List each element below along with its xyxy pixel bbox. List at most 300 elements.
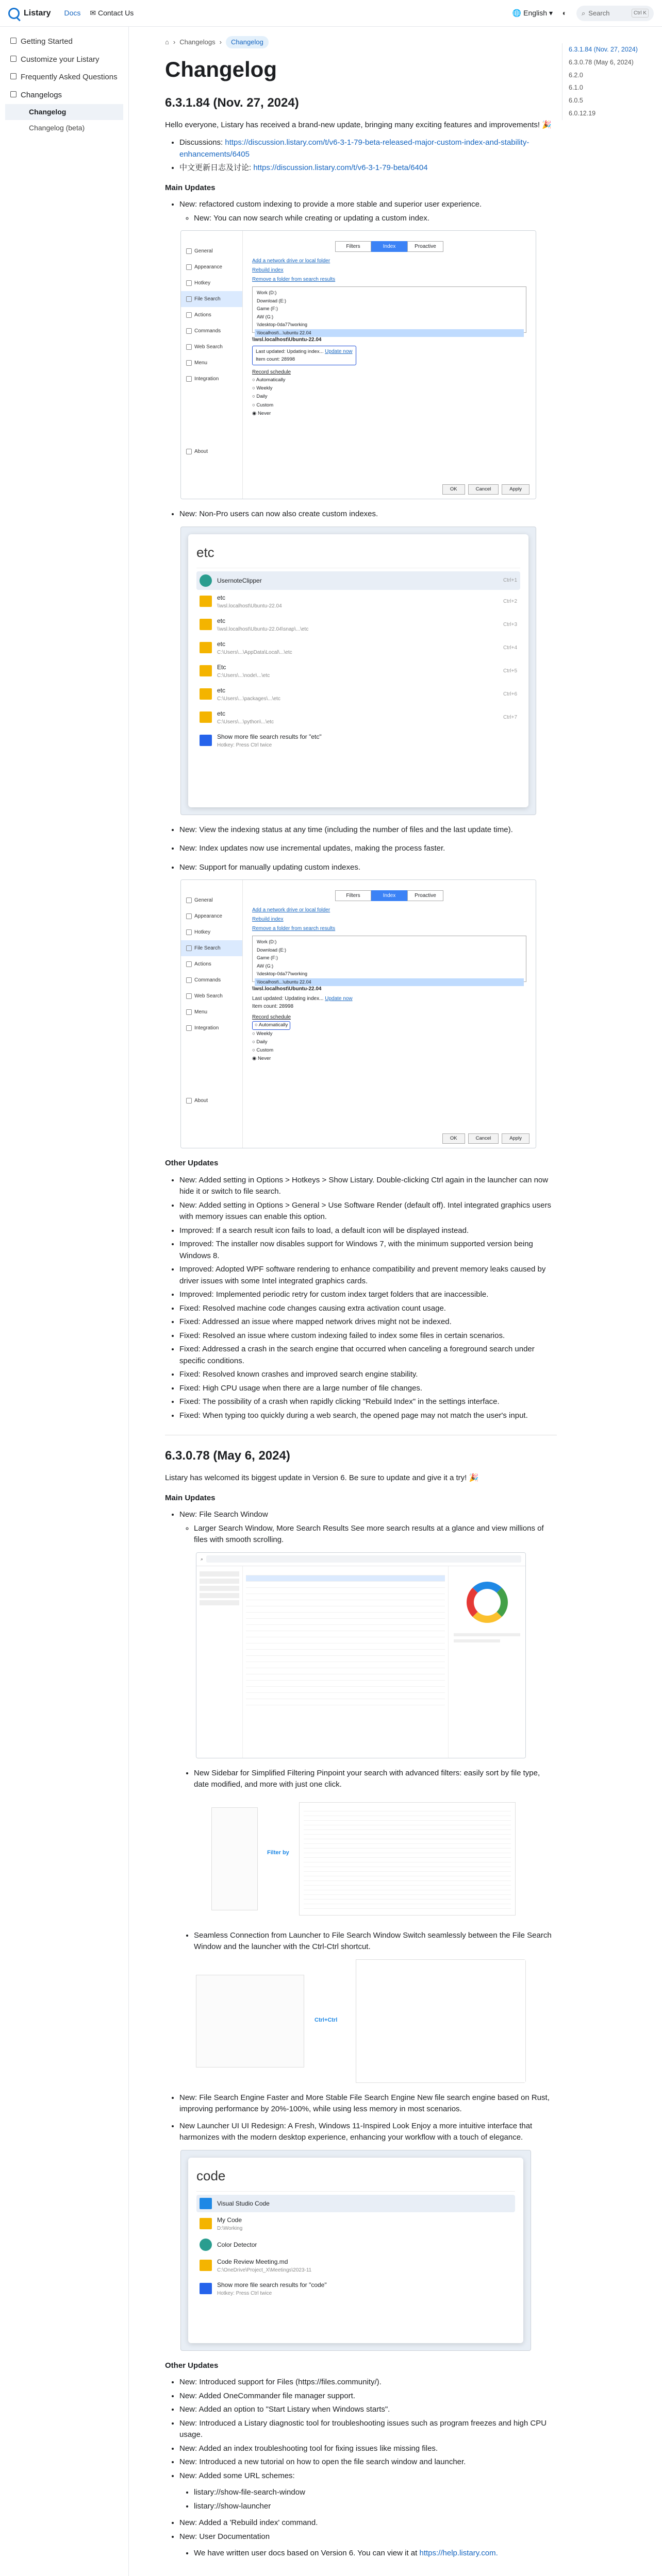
radio-label: Daily bbox=[256, 1039, 268, 1045]
app-icon bbox=[200, 2218, 212, 2229]
schedule-radio-group bbox=[252, 376, 526, 418]
result-line bbox=[304, 1904, 511, 1909]
search-shortcut: Ctrl K bbox=[632, 9, 649, 18]
update-item: • New: refactored custom indexing to provide a more stable and superior user experience. bbox=[179, 199, 557, 211]
apply-button[interactable]: Apply bbox=[502, 484, 529, 495]
options-tabs bbox=[335, 241, 443, 252]
language-selector[interactable]: 🌐 English ▾ bbox=[512, 9, 553, 17]
update-item: • New: Support for manually updating custom indexes. bbox=[179, 862, 557, 874]
result-shortcut: Ctrl+7 bbox=[503, 714, 517, 720]
discussion-item bbox=[179, 137, 557, 160]
list-item[interactable]: Download (E:) bbox=[257, 298, 287, 303]
options-sidebar bbox=[181, 880, 243, 1148]
result-path: D:\Working bbox=[217, 2225, 243, 2231]
result-text bbox=[217, 686, 280, 703]
update-item: • New Launcher UI UI Redesign: A Fresh, Windows 11-Inspired Look Enjoy a more intuitive interface that harmonizes with the modern desktop experience, enhancing your workflow with a touch of elegance. bbox=[179, 2121, 557, 2144]
update-item: • New: View the indexing status at any time (including the number of files and the last update time). bbox=[179, 824, 557, 836]
radio-label: Automatically bbox=[258, 1022, 288, 1028]
result-line bbox=[304, 1862, 511, 1867]
result-path: \\wsl.localhost\Ubuntu-22.04 bbox=[217, 603, 282, 609]
folder-icon bbox=[10, 91, 16, 97]
list-item[interactable]: AW (G:) bbox=[257, 963, 274, 969]
launcher-preview bbox=[196, 1975, 304, 2067]
radio-custom[interactable]: ○ Custom bbox=[252, 1047, 274, 1054]
list-item[interactable]: \\desktop-0da77\working bbox=[257, 322, 308, 328]
search-input[interactable] bbox=[576, 6, 654, 21]
list-item[interactable]: \\localhost\...\ubuntu 22.04 bbox=[255, 329, 524, 337]
update-item: • New: File Search Window bbox=[179, 1509, 557, 1521]
result-line bbox=[304, 1886, 511, 1890]
list-item[interactable]: Work (D:) bbox=[257, 290, 277, 296]
list-item[interactable]: \\desktop-0da77\working bbox=[257, 971, 308, 977]
options-index-panel bbox=[243, 231, 536, 499]
result-shortcut: Ctrl+6 bbox=[503, 691, 517, 697]
toc-link[interactable]: 6.0.5 bbox=[569, 97, 583, 104]
radio-label: Automatically bbox=[256, 377, 286, 383]
user-doc-text: We have written user docs based on Version 6. You can view it at bbox=[194, 2549, 418, 2558]
app-icon bbox=[200, 574, 212, 587]
update-item: • Improved: Adopted WPF software rendering to enhance compatibility and prevent memory leaks caused by driver issues with some Intel integrated graphics cards. bbox=[179, 1264, 557, 1287]
options-nav-item[interactable]: General bbox=[181, 243, 242, 259]
list-item[interactable]: Download (E:) bbox=[257, 947, 287, 953]
app-icon bbox=[200, 2239, 212, 2251]
result-name: My Code bbox=[217, 2216, 242, 2224]
options-nav-item[interactable]: Commands bbox=[181, 972, 242, 988]
breadcrumb-parent[interactable]: Changelogs bbox=[179, 38, 216, 46]
show-more-row[interactable] bbox=[196, 729, 520, 752]
update-subitem: • Seamless Connection from Launcher to File Search Window Switch seamlessly between the File Search Window and the launcher with the Ctrl-Ctrl shortcut. bbox=[194, 1930, 557, 1953]
remove-folder-link[interactable]: Remove a folder from search results bbox=[252, 926, 336, 932]
cn-label: 中文更新日志及讨论: bbox=[179, 163, 252, 173]
result-line bbox=[246, 1606, 445, 1613]
version-heading: 6.3.1.84 (Nov. 27, 2024) bbox=[165, 95, 299, 110]
listary-logo-icon bbox=[8, 8, 20, 19]
options-nav-item[interactable]: Menu bbox=[181, 1004, 242, 1020]
result-line bbox=[304, 1825, 511, 1830]
fsw-search-input[interactable] bbox=[206, 1555, 521, 1563]
options-nav-item[interactable]: Appearance bbox=[181, 259, 242, 275]
result-line bbox=[246, 1625, 445, 1631]
result-text bbox=[217, 2215, 242, 2232]
result-path: C:\Users\...\packages\...\etc bbox=[217, 696, 280, 702]
launcher-result-row[interactable] bbox=[196, 659, 520, 683]
launcher-query[interactable]: etc bbox=[196, 543, 520, 568]
ok-button[interactable]: OK bbox=[442, 484, 465, 495]
options-nav-item[interactable]: Actions bbox=[181, 307, 242, 323]
toc-link[interactable]: 6.2.0 bbox=[569, 71, 583, 79]
nav-docs[interactable]: Docs bbox=[64, 9, 81, 17]
other-updates-list bbox=[165, 1175, 557, 1422]
other-updates-list bbox=[165, 2377, 557, 2482]
tab-proactive[interactable]: Proactive bbox=[407, 890, 443, 901]
docs-sidebar bbox=[0, 27, 129, 2576]
search-more-icon bbox=[200, 735, 212, 746]
schedule-radio-group bbox=[252, 1021, 526, 1063]
remove-folder-link[interactable]: Remove a folder from search results bbox=[252, 277, 336, 283]
section-heading: Main Updates bbox=[165, 183, 216, 192]
brand[interactable] bbox=[8, 7, 51, 20]
options-sidebar bbox=[181, 231, 243, 499]
launcher-window bbox=[188, 534, 528, 807]
update-item: • New: Added a 'Rebuild index' command. bbox=[179, 2517, 557, 2529]
rebuild-index-link[interactable]: Rebuild index bbox=[252, 917, 284, 923]
tab-filters[interactable]: Filters bbox=[335, 241, 371, 252]
page-title: Changelog bbox=[165, 57, 277, 81]
sidebar-item-getting-started[interactable] bbox=[5, 33, 123, 51]
search-icon: ⌕ bbox=[582, 9, 586, 17]
filter-results bbox=[299, 1802, 516, 1916]
section-heading: Other Updates bbox=[165, 1159, 219, 1168]
result-text bbox=[217, 2257, 311, 2274]
result-line bbox=[246, 1650, 445, 1656]
page-icon bbox=[10, 73, 16, 79]
update-now-link[interactable]: Update now bbox=[325, 349, 353, 355]
options-manual-update-screenshot bbox=[180, 879, 536, 1148]
update-item: • New: Index updates now use incremental updates, making the process faster. bbox=[179, 843, 557, 855]
toc-link[interactable]: 6.3.0.78 (May 6, 2024) bbox=[569, 58, 634, 66]
options-dialog bbox=[181, 231, 536, 499]
fsw-preview bbox=[448, 1566, 525, 1758]
options-nav-item[interactable]: Web Search bbox=[181, 988, 242, 1004]
result-line bbox=[246, 1674, 445, 1681]
fsw-toolbar bbox=[196, 1553, 525, 1566]
update-item: • New: Introduced a Listary diagnostic tool for troubleshooting issues such as program freezes and high CPU usage. bbox=[179, 2418, 557, 2441]
chrome-logo-icon bbox=[467, 1582, 508, 1623]
version-heading: 6.3.0.78 (May 6, 2024) bbox=[165, 1449, 290, 1463]
sidebar-item-label: Getting Started bbox=[21, 37, 73, 46]
result-line bbox=[246, 1588, 445, 1594]
result-line bbox=[304, 1835, 511, 1839]
result-line bbox=[246, 1662, 445, 1668]
launcher-result-row[interactable] bbox=[196, 571, 520, 590]
result-line bbox=[304, 1900, 511, 1904]
result-name: Etc bbox=[217, 663, 226, 671]
radio-custom[interactable]: ○ Custom bbox=[252, 402, 274, 408]
update-item: • New: Added an option to "Start Listary when Windows starts". bbox=[179, 2404, 557, 2416]
options-nav-item[interactable]: Commands bbox=[181, 323, 242, 339]
radio-weekly[interactable]: ○ Weekly bbox=[252, 1030, 273, 1037]
update-subitem: ◦ Larger Search Window, More Search Results See more search results at a glance and view millions of files with smooth scrolling. bbox=[194, 1523, 557, 1546]
result-line bbox=[304, 1821, 511, 1825]
breadcrumb-separator: › bbox=[219, 38, 222, 46]
list-item[interactable]: AW (G:) bbox=[257, 314, 274, 319]
result-text bbox=[217, 616, 308, 633]
sidebar-item-faq[interactable] bbox=[5, 69, 123, 87]
discussion-link[interactable]: https://discussion.listary.com/t/v6-3-1-79-beta-released-major-custom-index-and-stability-enhancements/6405 bbox=[179, 138, 529, 159]
show-more-label: Show more file search results for "etc" bbox=[217, 733, 322, 740]
apply-button[interactable]: Apply bbox=[502, 1133, 529, 1144]
launcher-result-row[interactable] bbox=[196, 613, 520, 636]
options-nav-item[interactable]: Menu bbox=[181, 355, 242, 371]
nav-contact[interactable]: ✉ Contact Us bbox=[90, 9, 134, 17]
result-name: etc bbox=[217, 617, 226, 624]
result-line bbox=[304, 1816, 511, 1821]
tab-filters[interactable]: Filters bbox=[335, 890, 371, 901]
update-now-link[interactable]: Update now bbox=[325, 996, 353, 1002]
toc-link[interactable]: 6.1.0 bbox=[569, 84, 583, 92]
breadcrumb bbox=[165, 36, 557, 48]
tab-index[interactable]: Index bbox=[371, 241, 407, 252]
breadcrumb-separator: › bbox=[173, 38, 176, 46]
update-item: • New: Non-Pro users can now also create custom indexes. bbox=[179, 509, 557, 520]
app-icon bbox=[200, 2260, 212, 2271]
radio-label: Never bbox=[257, 1056, 271, 1062]
update-item: • Fixed: When typing too quickly during a web search, the opened page may not match the user's input. bbox=[179, 1410, 557, 1422]
result-name: etc bbox=[217, 594, 226, 601]
options-nav-item[interactable]: Hotkey bbox=[181, 924, 242, 940]
index-folder-list[interactable] bbox=[252, 286, 526, 333]
result-path: C:\Users\...\python\...\etc bbox=[217, 719, 274, 725]
show-more-label: Show more file search results for "code" bbox=[217, 2281, 327, 2289]
options-nav-item[interactable]: General bbox=[181, 892, 242, 908]
section-heading: Other Updates bbox=[165, 2361, 219, 2370]
result-name: etc bbox=[217, 686, 226, 694]
result-line bbox=[304, 1839, 511, 1844]
rebuild-index-link[interactable]: Rebuild index bbox=[252, 267, 284, 274]
ctrl-ctrl-label: Ctrl+Ctrl bbox=[315, 2016, 338, 2023]
folder-icon bbox=[200, 619, 212, 630]
index-folder-list[interactable] bbox=[252, 936, 526, 985]
result-line bbox=[304, 1853, 511, 1858]
radio-label: Custom bbox=[256, 402, 274, 408]
last-updated-text: Last updated: Updating index... bbox=[252, 996, 324, 1002]
radio-label: Weekly bbox=[256, 1030, 273, 1037]
update-subitem bbox=[194, 2548, 557, 2560]
result-line bbox=[246, 1600, 445, 1606]
sidebar-subitem-changelog[interactable]: Changelog bbox=[5, 104, 123, 120]
result-name: Color Detector bbox=[217, 2241, 257, 2248]
launcher-result-row[interactable] bbox=[196, 636, 520, 659]
list-item[interactable]: Work (D:) bbox=[257, 939, 277, 945]
result-line bbox=[304, 1895, 511, 1900]
page-icon bbox=[10, 38, 16, 44]
cn-discussion-link[interactable]: https://discussion.listary.com/t/v6-3-1-79-beta/6404 bbox=[253, 163, 428, 173]
launcher-etc-screenshot bbox=[180, 527, 536, 815]
section-heading: Main Updates bbox=[165, 1493, 216, 1502]
options-nav-item[interactable]: Actions bbox=[181, 956, 242, 972]
radio-label: Weekly bbox=[256, 385, 273, 392]
update-item: • New: Introduced a new tutorial on how to open the file search window and launcher. bbox=[179, 2456, 557, 2468]
sidebar-subitem-changelog-beta[interactable]: Changelog (beta) bbox=[29, 124, 85, 132]
index-status-box bbox=[252, 346, 356, 365]
launcher-window bbox=[188, 2158, 523, 2343]
result-line bbox=[304, 1844, 511, 1849]
sidebar-item-customize[interactable] bbox=[5, 51, 123, 69]
search-placeholder: Search bbox=[588, 9, 610, 17]
tab-proactive[interactable]: Proactive bbox=[407, 241, 443, 252]
result-name: Code Review Meeting.md bbox=[217, 2258, 288, 2265]
help-link[interactable]: https://help.listary.com. bbox=[419, 2549, 498, 2558]
radio-weekly[interactable]: ○ Weekly bbox=[252, 385, 273, 392]
cancel-button[interactable]: Cancel bbox=[468, 484, 499, 495]
result-shortcut: Ctrl+2 bbox=[503, 598, 517, 604]
result-line bbox=[304, 1830, 511, 1835]
toc-link[interactable]: 6.3.1.84 (Nov. 27, 2024) bbox=[569, 46, 638, 53]
update-item: • Fixed: Resolved an issue where custom indexing failed to index some files in certain scenarios. bbox=[179, 1330, 557, 1342]
launcher-result-row[interactable] bbox=[196, 683, 520, 706]
result-text bbox=[217, 593, 282, 610]
result-name: UsernoteClipper bbox=[217, 577, 262, 584]
sidebar-item-label: Customize your Listary bbox=[21, 55, 100, 64]
fsw-result-list[interactable] bbox=[243, 1566, 448, 1758]
tab-index[interactable]: Index bbox=[371, 890, 407, 901]
options-nav-item[interactable]: File Search bbox=[181, 940, 242, 956]
options-nav-item[interactable]: File Search bbox=[181, 291, 242, 307]
toc-link[interactable]: 6.0.12.19 bbox=[569, 109, 596, 117]
update-item: • Fixed: The possibility of a crash when rapidly clicking "Rebuild Index" in the settings interface. bbox=[179, 1396, 557, 1408]
search-more-icon bbox=[200, 2283, 212, 2294]
folder-icon bbox=[200, 596, 212, 607]
result-line bbox=[304, 1881, 511, 1886]
show-more-hotkey: Hotkey: Press Ctrl twice bbox=[217, 2290, 272, 2296]
ok-button[interactable]: OK bbox=[442, 1133, 465, 1144]
sidebar-item-label: Frequently Asked Questions bbox=[21, 73, 118, 81]
file-search-window-screenshot bbox=[196, 1552, 526, 1758]
add-folder-link[interactable]: Add a network drive or local folder bbox=[252, 258, 330, 264]
result-text bbox=[217, 2199, 270, 2208]
filter-panel bbox=[211, 1807, 258, 1910]
theme-toggle-icon[interactable]: ◐ bbox=[562, 9, 567, 17]
url-scheme: • listary://show-launcher bbox=[194, 2501, 557, 2513]
result-line bbox=[246, 1681, 445, 1687]
item-count-text: Item count: 28998 bbox=[256, 356, 295, 362]
list-item[interactable]: Game (F:) bbox=[257, 306, 278, 312]
list-item[interactable]: Game (F:) bbox=[257, 955, 278, 961]
options-nav-item[interactable]: About bbox=[181, 444, 242, 460]
result-shortcut: Ctrl+1 bbox=[503, 578, 517, 584]
radio-never[interactable]: ◉ Never bbox=[252, 410, 271, 416]
schedule-label: Record schedule bbox=[252, 369, 291, 375]
result-line bbox=[246, 1613, 445, 1619]
ctrl-ctrl-screenshot bbox=[196, 1959, 526, 2083]
options-nav-item[interactable]: Web Search bbox=[181, 339, 242, 355]
launcher-result-row[interactable] bbox=[196, 2195, 515, 2212]
item-count-text: Item count: 28998 bbox=[252, 1004, 294, 1010]
list-item[interactable]: \\localhost\...\ubuntu 22.04 bbox=[255, 978, 524, 987]
table-of-contents bbox=[562, 43, 655, 120]
app-icon bbox=[200, 2198, 212, 2209]
launcher-result-row[interactable] bbox=[196, 2254, 515, 2277]
index-path: \\wsl.localhost\Ubuntu-22.04 bbox=[252, 986, 322, 992]
result-text bbox=[217, 576, 262, 585]
schedule-label: Record schedule bbox=[252, 1014, 291, 1021]
update-item: • New: File Search Engine Faster and More Stable File Search Engine New file search engine based on Rust, improving performance by 20%-100%, while using less memory in most scenarios. bbox=[179, 2092, 557, 2115]
index-path: \\wsl.localhost\Ubuntu-22.04 bbox=[252, 337, 322, 343]
result-line bbox=[246, 1582, 445, 1588]
radio-never[interactable]: ◉ Never bbox=[252, 1056, 271, 1062]
update-item: • New: Added some URL schemes: bbox=[179, 2470, 557, 2482]
result-line bbox=[246, 1637, 445, 1643]
folder-icon bbox=[200, 688, 212, 700]
options-nav-item[interactable]: Hotkey bbox=[181, 275, 242, 291]
nav-contact-label: Contact Us bbox=[98, 9, 134, 17]
index-status bbox=[252, 995, 526, 1010]
result-line bbox=[246, 1575, 445, 1582]
sidebar-item-label: Changelogs bbox=[21, 90, 62, 99]
launcher-result-row[interactable] bbox=[196, 590, 520, 613]
result-line bbox=[246, 1594, 445, 1600]
update-item: • Fixed: Resolved machine code changes causing extra activation count usage. bbox=[179, 1303, 557, 1315]
result-line bbox=[246, 1668, 445, 1674]
options-nav-item[interactable]: About bbox=[181, 1093, 242, 1109]
update-subitem: ◦ New: You can now search while creating or updating a custom index. bbox=[194, 213, 557, 225]
result-line bbox=[304, 1858, 511, 1862]
options-nav-item[interactable]: Integration bbox=[181, 1020, 242, 1036]
result-line bbox=[246, 1631, 445, 1637]
update-item: • New: Added setting in Options > Hotkeys > Show Listary. Double-clicking Ctrl again in the launcher can now hide it or switch to file search. bbox=[179, 1175, 557, 1198]
launcher-result-row[interactable] bbox=[196, 2212, 515, 2235]
folder-icon bbox=[200, 665, 212, 676]
result-line bbox=[246, 1693, 445, 1699]
result-shortcut: Ctrl+5 bbox=[503, 668, 517, 674]
top-navbar bbox=[0, 0, 662, 27]
radio-automatically[interactable]: ○ Automatically bbox=[252, 1021, 290, 1029]
result-shortcut: Ctrl+4 bbox=[503, 645, 517, 651]
search-icon: ⌕ bbox=[201, 1556, 204, 1562]
radio-daily[interactable]: ○ Daily bbox=[252, 1039, 268, 1045]
discussion-label: Discussions: bbox=[179, 138, 223, 147]
radio-daily[interactable]: ○ Daily bbox=[252, 394, 268, 400]
result-path: \\wsl.localhost\Ubuntu-22.04\snap\...\etc bbox=[217, 626, 309, 632]
url-scheme: • listary://show-file-search-window bbox=[194, 2487, 557, 2499]
update-item: • Fixed: High CPU usage when there are a large number of file changes. bbox=[179, 1383, 557, 1395]
breadcrumb-current: Changelog bbox=[226, 36, 269, 48]
result-line bbox=[246, 1699, 445, 1705]
update-item: • Fixed: Addressed an issue where mapped network drives might not be indexed. bbox=[179, 1316, 557, 1328]
result-path: C:\OneDrive\Project_X\Meetings\2023-11 bbox=[217, 2267, 312, 2273]
sidebar-item-changelogs[interactable] bbox=[5, 87, 123, 105]
result-line bbox=[304, 1849, 511, 1853]
result-text bbox=[217, 639, 292, 656]
options-tabs bbox=[335, 890, 443, 901]
radio-label: Custom bbox=[256, 1047, 274, 1054]
last-updated-text: Last updated: Updating index... bbox=[256, 349, 324, 355]
add-folder-link[interactable]: Add a network drive or local folder bbox=[252, 907, 330, 913]
result-name: Visual Studio Code bbox=[217, 2199, 270, 2207]
launcher-result-row[interactable] bbox=[196, 706, 520, 729]
result-line bbox=[304, 1867, 511, 1872]
launcher-query[interactable]: code bbox=[196, 2166, 515, 2192]
folder-icon bbox=[200, 711, 212, 723]
cn-discussion-item bbox=[179, 162, 557, 174]
radio-label: Daily bbox=[256, 394, 268, 400]
update-item: • New: Introduced support for Files (https://files.community/). bbox=[179, 2377, 557, 2388]
result-text bbox=[217, 2240, 257, 2249]
home-icon[interactable]: ⌂ bbox=[165, 38, 169, 46]
file-search-window bbox=[196, 1553, 525, 1758]
update-item: • New: Added OneCommander file manager support. bbox=[179, 2391, 557, 2402]
result-line bbox=[304, 1811, 511, 1816]
show-more-row[interactable] bbox=[196, 2277, 515, 2300]
options-index-panel bbox=[243, 880, 536, 1148]
launcher-result-row[interactable] bbox=[196, 2235, 515, 2254]
filter-by-label: Filter by bbox=[267, 1849, 289, 1856]
result-name: etc bbox=[217, 709, 226, 717]
cancel-button[interactable]: Cancel bbox=[468, 1133, 499, 1144]
result-path: C:\Users\...\node\...\etc bbox=[217, 672, 270, 679]
options-nav-item[interactable]: Appearance bbox=[181, 908, 242, 924]
update-item: • Fixed: Addressed a crash in the search engine that occurred when canceling a foreground search under specific conditions. bbox=[179, 1344, 557, 1367]
intro-text: Hello everyone, Listary has received a brand-new update, bringing many exciting features and improvements! 🎉 bbox=[165, 120, 552, 129]
options-nav-item[interactable]: Integration bbox=[181, 371, 242, 387]
result-shortcut: Ctrl+3 bbox=[503, 621, 517, 628]
result-line bbox=[246, 1687, 445, 1693]
result-line bbox=[246, 1569, 445, 1575]
options-index-screenshot bbox=[180, 230, 536, 499]
result-line bbox=[304, 1807, 511, 1811]
radio-automatically[interactable]: ○ Automatically bbox=[252, 377, 286, 383]
fsw-preview-window bbox=[356, 1959, 526, 2083]
